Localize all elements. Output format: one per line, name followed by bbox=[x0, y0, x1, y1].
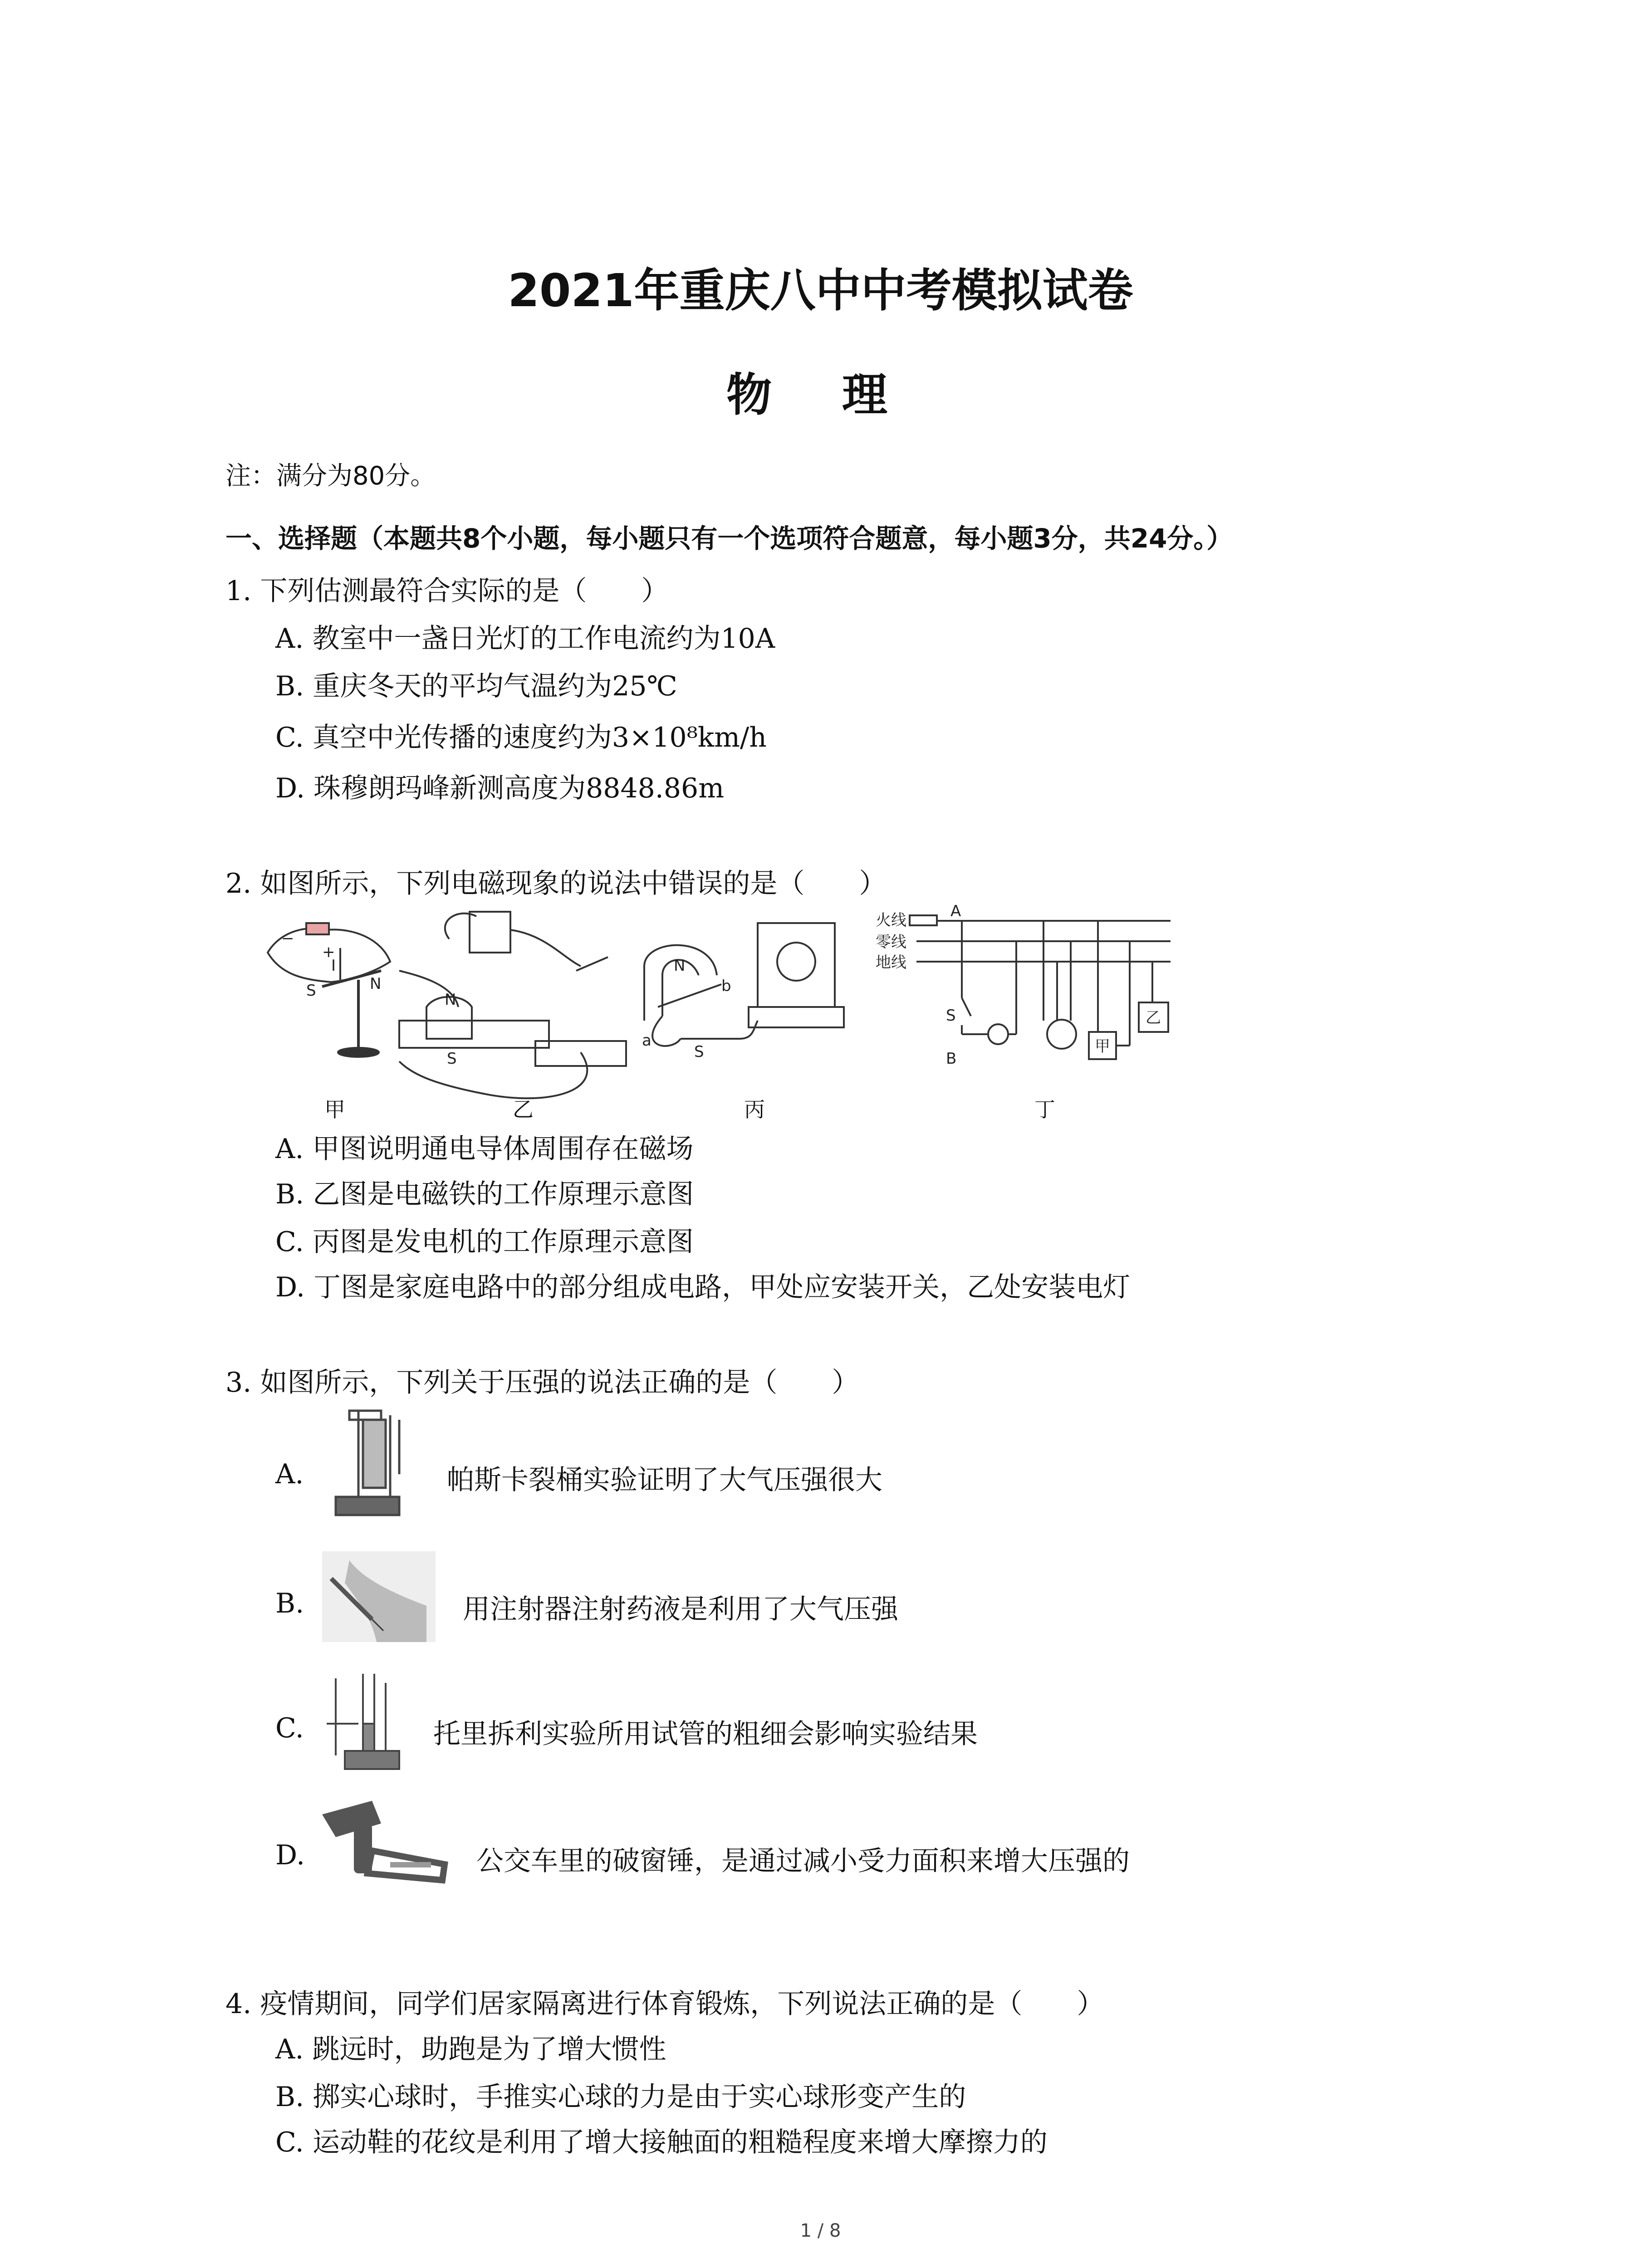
figure-caption-yi: 乙 bbox=[513, 1097, 534, 1122]
label-plus: + bbox=[322, 943, 335, 961]
question-3-option-c-letter: C. bbox=[275, 1712, 304, 1744]
question-3-option-c-text: 托里拆利实验所用试管的粗细会影响实验结果 bbox=[433, 1718, 978, 1750]
label-current-i: I bbox=[331, 957, 336, 975]
label-minus: − bbox=[281, 929, 294, 948]
pascal-barrel-image bbox=[322, 1406, 426, 1520]
figure-yi-diagram bbox=[399, 912, 626, 1098]
question-2-option-d: D. 丁图是家庭电路中的部分组成电路，甲处应安装开关，乙处安装电灯 bbox=[275, 1271, 1131, 1303]
label-box-jia: 甲 bbox=[1095, 1037, 1110, 1056]
question-4-option-c: C. 运动鞋的花纹是利用了增大接触面的粗糙程度来增大摩擦力的 bbox=[275, 2126, 1048, 2158]
question-4-option-a: A. 跳远时，助跑是为了增大惯性 bbox=[275, 2033, 666, 2065]
label-bing-b: b bbox=[721, 977, 731, 995]
label-point-a: A bbox=[950, 903, 961, 920]
label-ground-wire: 地线 bbox=[876, 953, 906, 972]
figure-bing-diagram bbox=[644, 923, 844, 1046]
question-2-option-b: B. 乙图是电磁铁的工作原理示意图 bbox=[275, 1178, 694, 1210]
section-heading: 一、选择题（本题共8个小题，每小题只有一个选项符合题意，每小题3分，共24分。） bbox=[225, 523, 1233, 554]
question-4-stem: 4. 疫情期间，同学们居家隔离进行体育锻炼，下列说法正确的是（ ） bbox=[225, 1988, 1104, 2020]
question-1-option-a: A. 教室中一盏日光灯的工作电流约为10A bbox=[275, 623, 775, 655]
torricelli-experiment-image bbox=[318, 1669, 417, 1774]
label-yi-s: S bbox=[447, 1050, 457, 1068]
question-1-option-b: B. 重庆冬天的平均气温约为25℃ bbox=[275, 670, 677, 702]
label-box-yi: 乙 bbox=[1146, 1009, 1161, 1027]
label-point-b: B bbox=[946, 1050, 957, 1068]
question-1-stem: 1. 下列估测最符合实际的是（ ） bbox=[225, 575, 669, 607]
question-3-option-a-text: 帕斯卡裂桶实验证明了大气压强很大 bbox=[447, 1464, 882, 1496]
page-number: 1 / 8 bbox=[800, 2220, 841, 2241]
exam-subject: 物 理 bbox=[726, 368, 915, 421]
label-yi-n: N bbox=[445, 991, 456, 1009]
label-bing-a: a bbox=[642, 1031, 652, 1050]
label-switch-s: S bbox=[946, 1007, 956, 1025]
syringe-injection-image bbox=[322, 1551, 436, 1642]
question-3-option-a-letter: A. bbox=[275, 1458, 304, 1490]
electromagnetism-figure bbox=[263, 903, 1207, 1120]
question-3-option-d-text: 公交车里的破窗锤，是通过减小受力面积来增大压强的 bbox=[476, 1845, 1130, 1877]
label-jia-n: N bbox=[370, 975, 382, 993]
label-bing-s: S bbox=[694, 1043, 704, 1061]
question-3-option-b-text: 用注射器注射药液是利用了大气压强 bbox=[463, 1593, 898, 1625]
label-live-wire: 火线 bbox=[876, 911, 906, 929]
figure-ding-diagram bbox=[910, 915, 1171, 1059]
label-jia-s: S bbox=[306, 982, 316, 1000]
question-3-stem: 3. 如图所示，下列关于压强的说法正确的是（ ） bbox=[225, 1367, 859, 1398]
score-note: 注：满分为80分。 bbox=[225, 461, 436, 491]
question-4-option-b: B. 掷实心球时，手推实心球的力是由于实心球形变产生的 bbox=[275, 2081, 966, 2113]
figure-caption-ding: 丁 bbox=[1034, 1097, 1055, 1122]
figure-caption-jia: 甲 bbox=[324, 1097, 345, 1122]
label-neutral-wire: 零线 bbox=[876, 933, 906, 951]
question-3-option-d-letter: D. bbox=[275, 1839, 305, 1871]
question-3-option-b-letter: B. bbox=[275, 1588, 304, 1619]
question-2-stem: 2. 如图所示，下列电磁现象的说法中错误的是（ ） bbox=[225, 868, 887, 899]
question-1-option-d: D. 珠穆朗玛峰新测高度为8848.86m bbox=[275, 772, 725, 804]
emergency-hammer-image bbox=[318, 1796, 454, 1887]
label-bing-n: N bbox=[674, 957, 686, 975]
question-2-option-a: A. 甲图说明通电导体周围存在磁场 bbox=[275, 1133, 694, 1165]
question-2-option-c: C. 丙图是发电机的工作原理示意图 bbox=[275, 1226, 694, 1258]
question-1-option-c: C. 真空中光传播的速度约为3×10⁸km/h bbox=[275, 722, 767, 753]
exam-title: 2021年重庆八中中考模拟试卷 bbox=[508, 264, 1133, 317]
figure-caption-bing: 丙 bbox=[744, 1097, 765, 1122]
